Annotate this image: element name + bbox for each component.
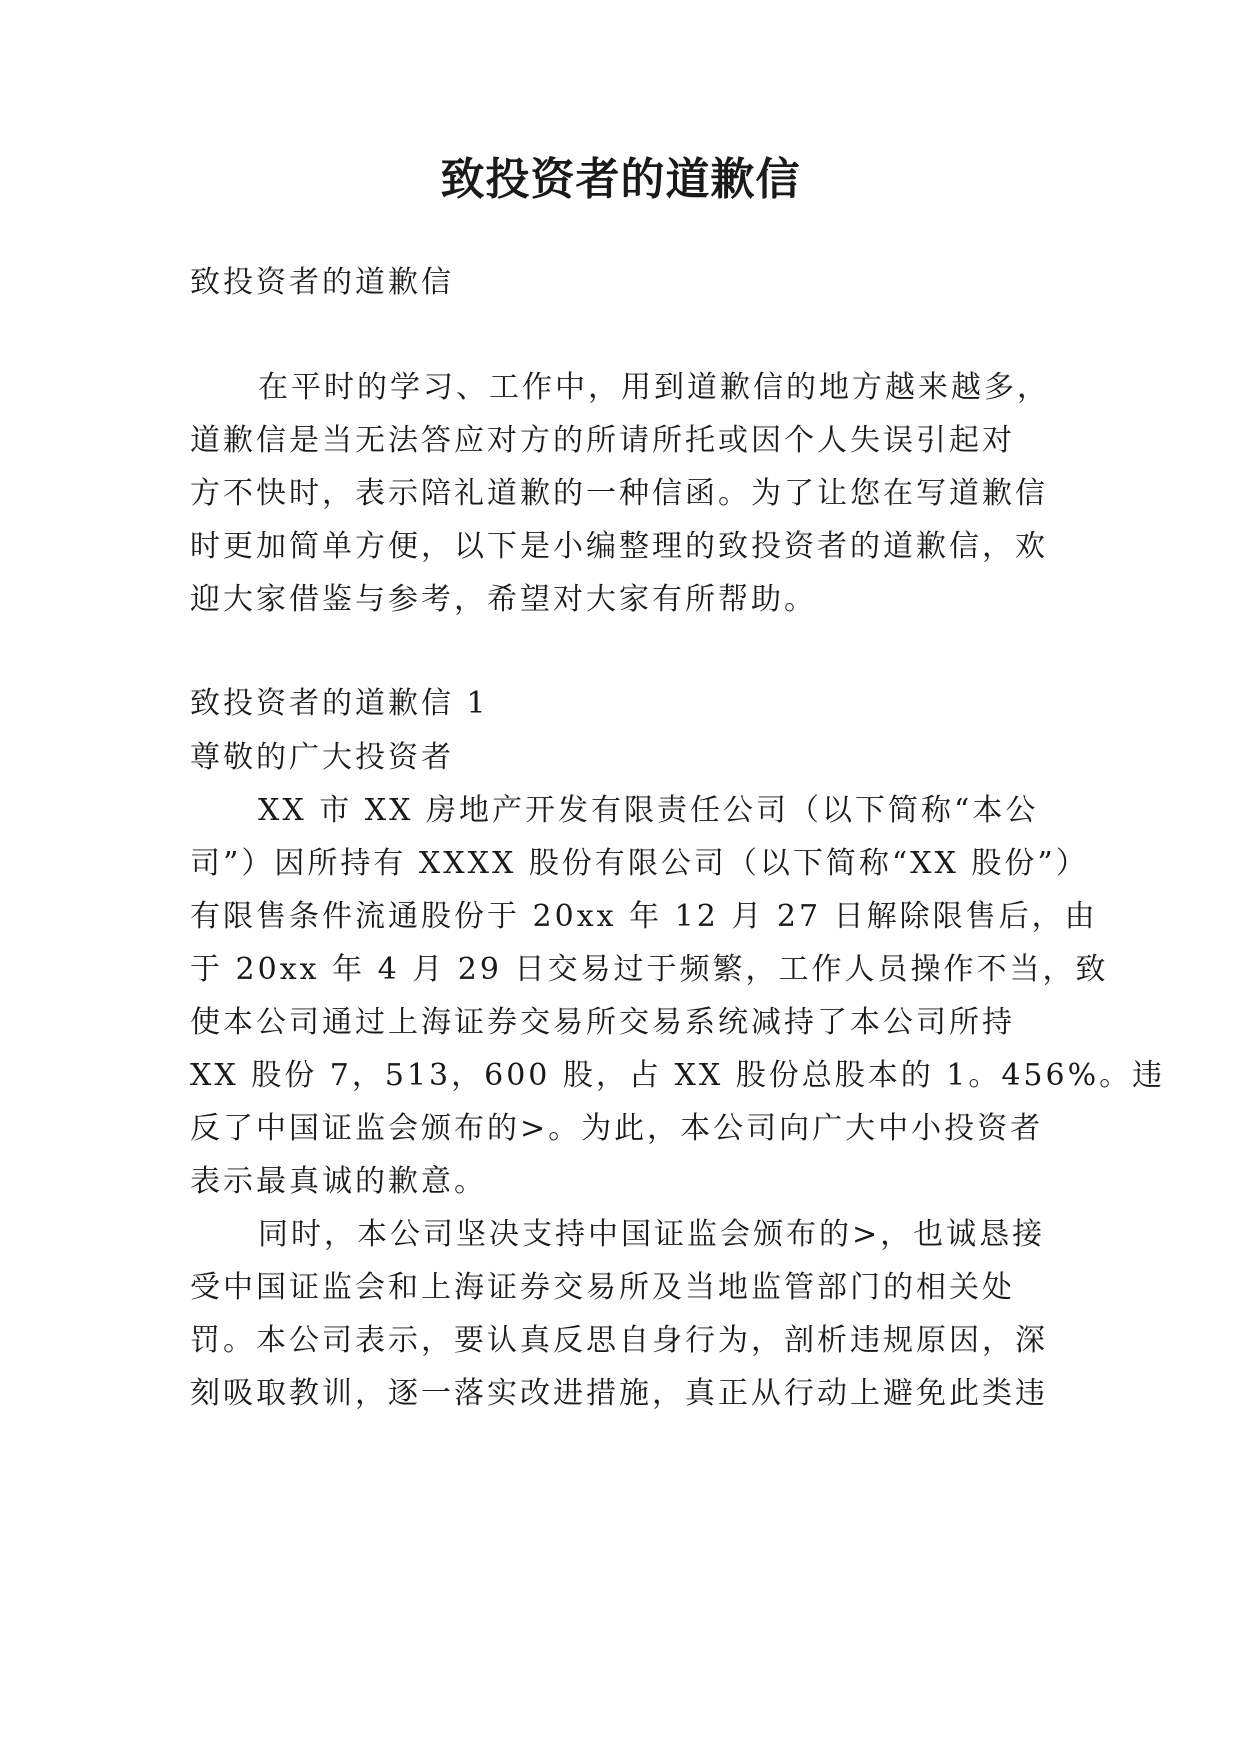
paragraph-line: 表示最真诚的歉意。 — [190, 1164, 487, 1199]
paragraph-line: 反了中国证监会颁布的>。为此，本公司向广大中小投资者 — [190, 1111, 1044, 1146]
intro-line: 道歉信是当无法答应对方的所请所托或因个人失误引起对 — [190, 423, 1015, 458]
paragraph-line: 受中国证监会和上海证券交易所及当地监管部门的相关处 — [190, 1270, 1015, 1305]
paragraph-line: 有限售条件流通股份于 20xx 年 12 月 27 日解除限售后，由 — [190, 899, 1098, 934]
paragraph-line: 刻吸取教训，逐一落实改进措施，真正从行动上避免此类违 — [190, 1376, 1048, 1411]
paragraph-line: 罚。本公司表示，要认真反思自身行为，剖析违规原因，深 — [190, 1323, 1048, 1358]
section-heading: 致投资者的道歉信 1 — [190, 686, 489, 721]
intro-line: 在平时的学习、工作中，用到道歉信的地方越来越多， — [258, 370, 1050, 405]
intro-line: 时更加简单方便，以下是小编整理的致投资者的道歉信，欢 — [190, 529, 1048, 564]
intro-line: 方不快时，表示陪礼道歉的一种信函。为了让您在写道歉信 — [190, 476, 1048, 511]
salutation: 尊敬的广大投资者 — [190, 740, 454, 775]
paragraph-line: XX 股份 7，513，600 股，占 XX 股份总股本的 1。456%。违 — [190, 1058, 1166, 1093]
paragraph-line: 同时，本公司坚决支持中国证监会颁布的>，也诚恳接 — [258, 1217, 1046, 1252]
document-title: 致投资者的道歉信 — [440, 154, 801, 205]
document-subtitle: 致投资者的道歉信 — [190, 265, 454, 300]
paragraph-line: XX 市 XX 房地产开发有限责任公司（以下简称“本公 — [258, 793, 1039, 828]
intro-line: 迎大家借鉴与参考，希望对大家有所帮助。 — [190, 582, 817, 617]
paragraph-line: 司”）因所持有 XXXX 股份有限公司（以下简称“XX 股份”） — [190, 846, 1089, 881]
paragraph-line: 于 20xx 年 4 月 29 日交易过于频繁，工作人员操作不当，致 — [190, 952, 1109, 987]
paragraph-line: 使本公司通过上海证券交易所交易系统减持了本公司所持 — [190, 1005, 1015, 1040]
